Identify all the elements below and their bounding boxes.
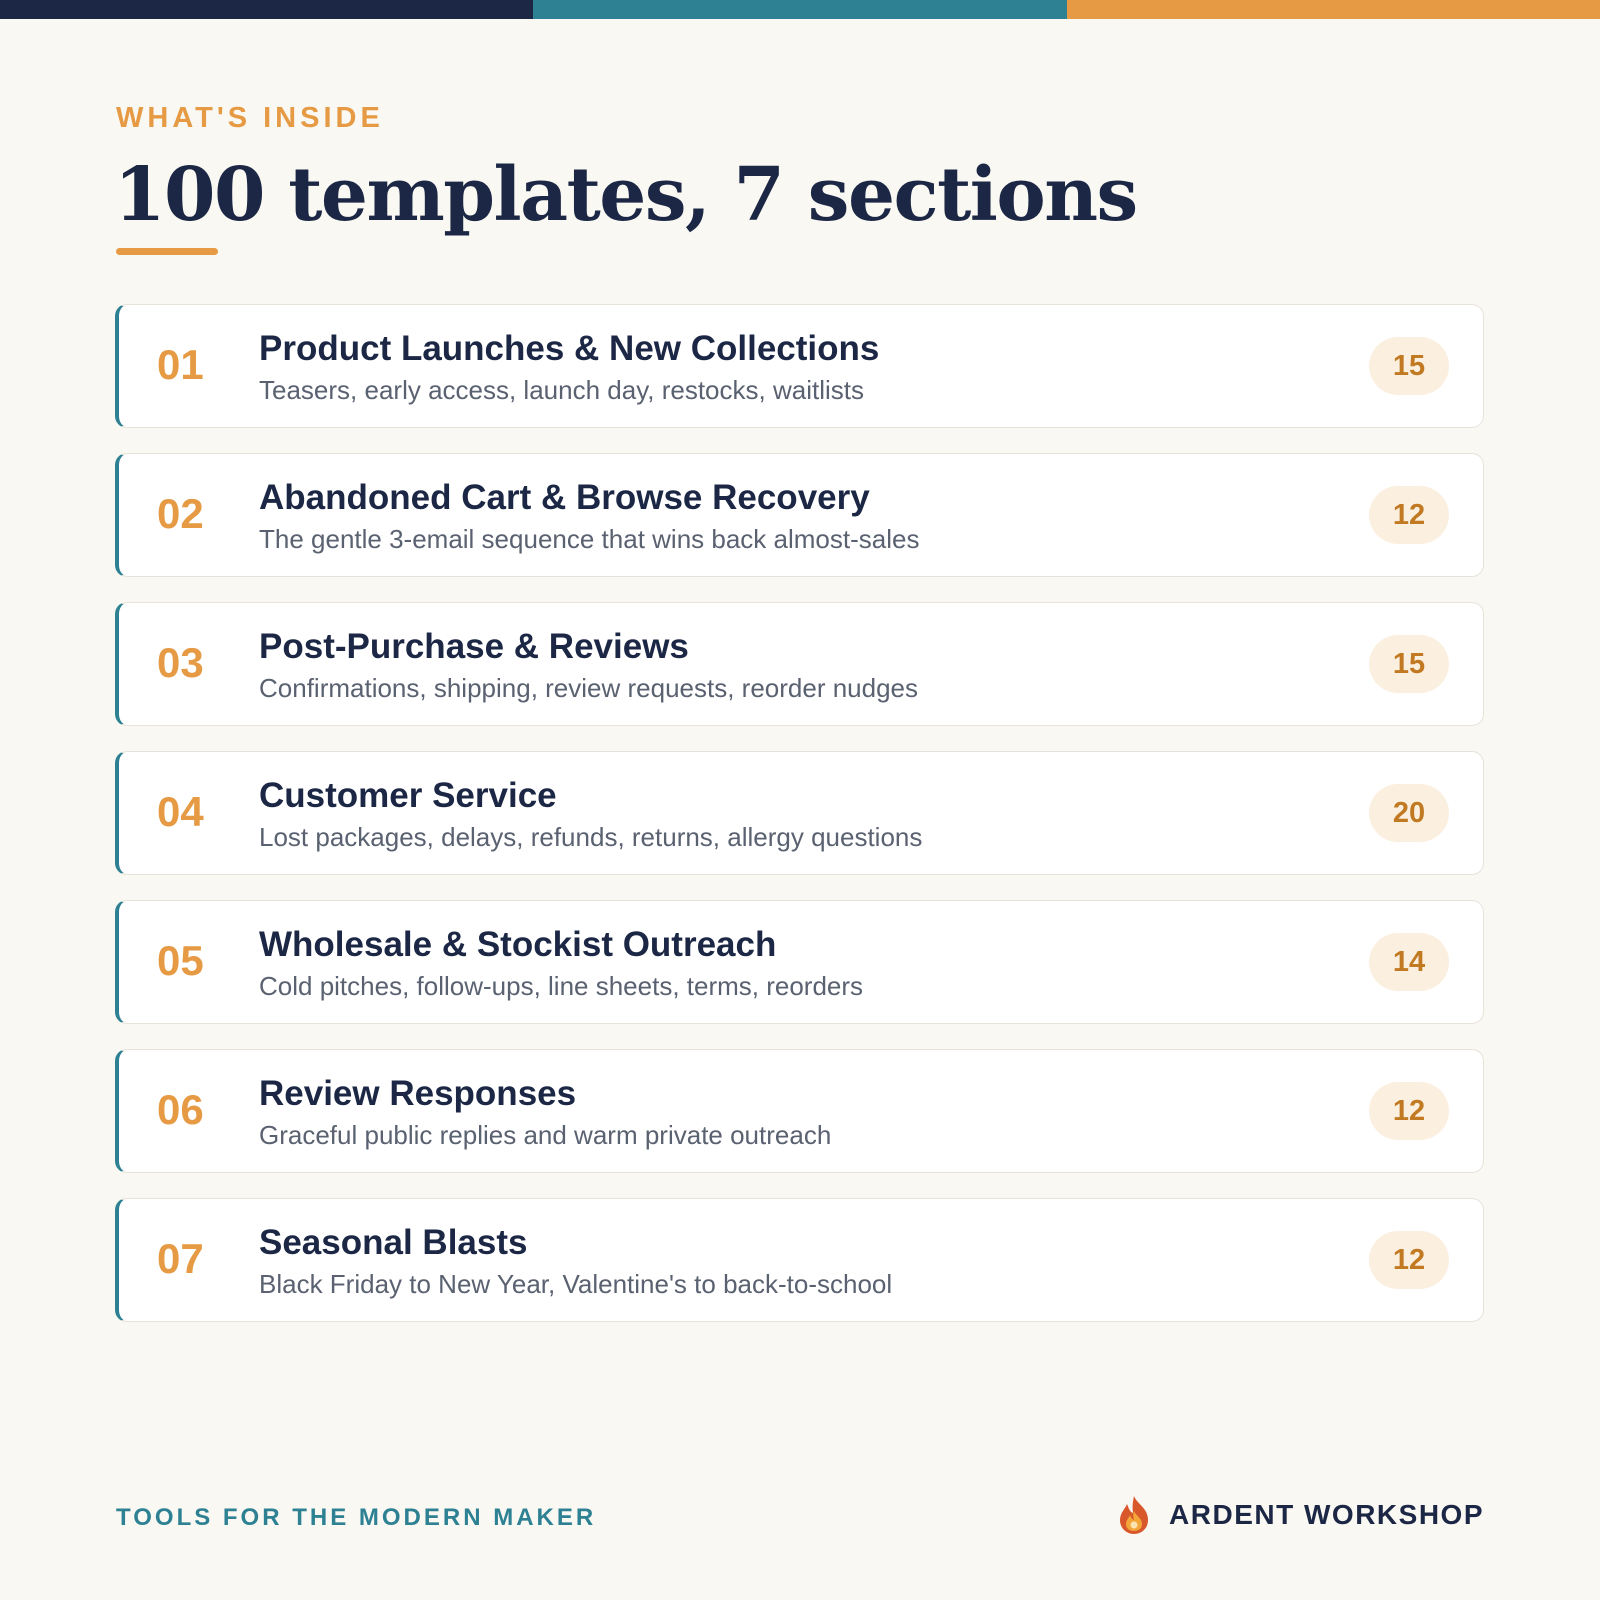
section-title: Customer Service	[259, 776, 557, 815]
section-count-badge: 12	[1369, 1231, 1449, 1289]
footer-tagline: TOOLS FOR THE MODERN MAKER	[116, 1504, 597, 1531]
top-bar-navy	[0, 0, 533, 19]
section-row	[115, 751, 1484, 875]
section-row	[115, 1049, 1484, 1173]
section-count-badge: 12	[1369, 486, 1449, 544]
section-row	[115, 900, 1484, 1024]
section-title: Wholesale & Stockist Outreach	[259, 925, 777, 964]
section-description: Teasers, early access, launch day, restocks, waitlists	[259, 375, 864, 405]
section-row	[115, 602, 1484, 726]
section-title: Review Responses	[259, 1074, 577, 1113]
section-row	[115, 304, 1484, 428]
brand-name: ARDENT WORKSHOP	[1169, 1499, 1484, 1530]
section-title: Seasonal Blasts	[259, 1223, 528, 1262]
section-number: 07	[157, 1235, 204, 1282]
section-number: 02	[157, 490, 204, 537]
section-row	[115, 1198, 1484, 1322]
top-bar-orange	[1067, 0, 1600, 19]
section-count-badge: 15	[1369, 337, 1449, 395]
section-number: 04	[157, 788, 204, 835]
section-count-badge: 14	[1369, 933, 1449, 991]
title-underline	[116, 248, 218, 255]
section-number: 03	[157, 639, 204, 686]
section-number: 01	[157, 341, 204, 388]
section-title: Product Launches & New Collections	[259, 329, 880, 368]
section-number: 05	[157, 937, 204, 984]
brand-lockup	[1115, 1494, 1484, 1536]
sections-list	[115, 304, 1484, 1347]
section-description: Black Friday to New Year, Valentine's to back-to-school	[259, 1269, 893, 1299]
top-color-bar	[0, 0, 1600, 19]
section-description: Lost packages, delays, refunds, returns, allergy questions	[259, 822, 923, 852]
section-description: Confirmations, shipping, review requests, reorder nudges	[259, 673, 919, 703]
eyebrow-label: WHAT'S INSIDE	[116, 102, 384, 134]
section-title: Abandoned Cart & Browse Recovery	[259, 478, 870, 517]
section-row	[115, 453, 1484, 577]
section-count-badge: 15	[1369, 635, 1449, 693]
section-description: Cold pitches, follow-ups, line sheets, terms, reorders	[259, 971, 864, 1001]
section-title: Post-Purchase & Reviews	[259, 627, 689, 666]
section-count-badge: 20	[1369, 784, 1449, 842]
section-description: The gentle 3-email sequence that wins back almost-sales	[259, 524, 920, 554]
page-title: 100 templates, 7 sections	[114, 152, 1137, 238]
top-bar-teal	[533, 0, 1066, 19]
section-number: 06	[157, 1086, 204, 1133]
section-description: Graceful public replies and warm private outreach	[259, 1120, 832, 1150]
flame-icon	[1115, 1494, 1153, 1536]
section-count-badge: 12	[1369, 1082, 1449, 1140]
